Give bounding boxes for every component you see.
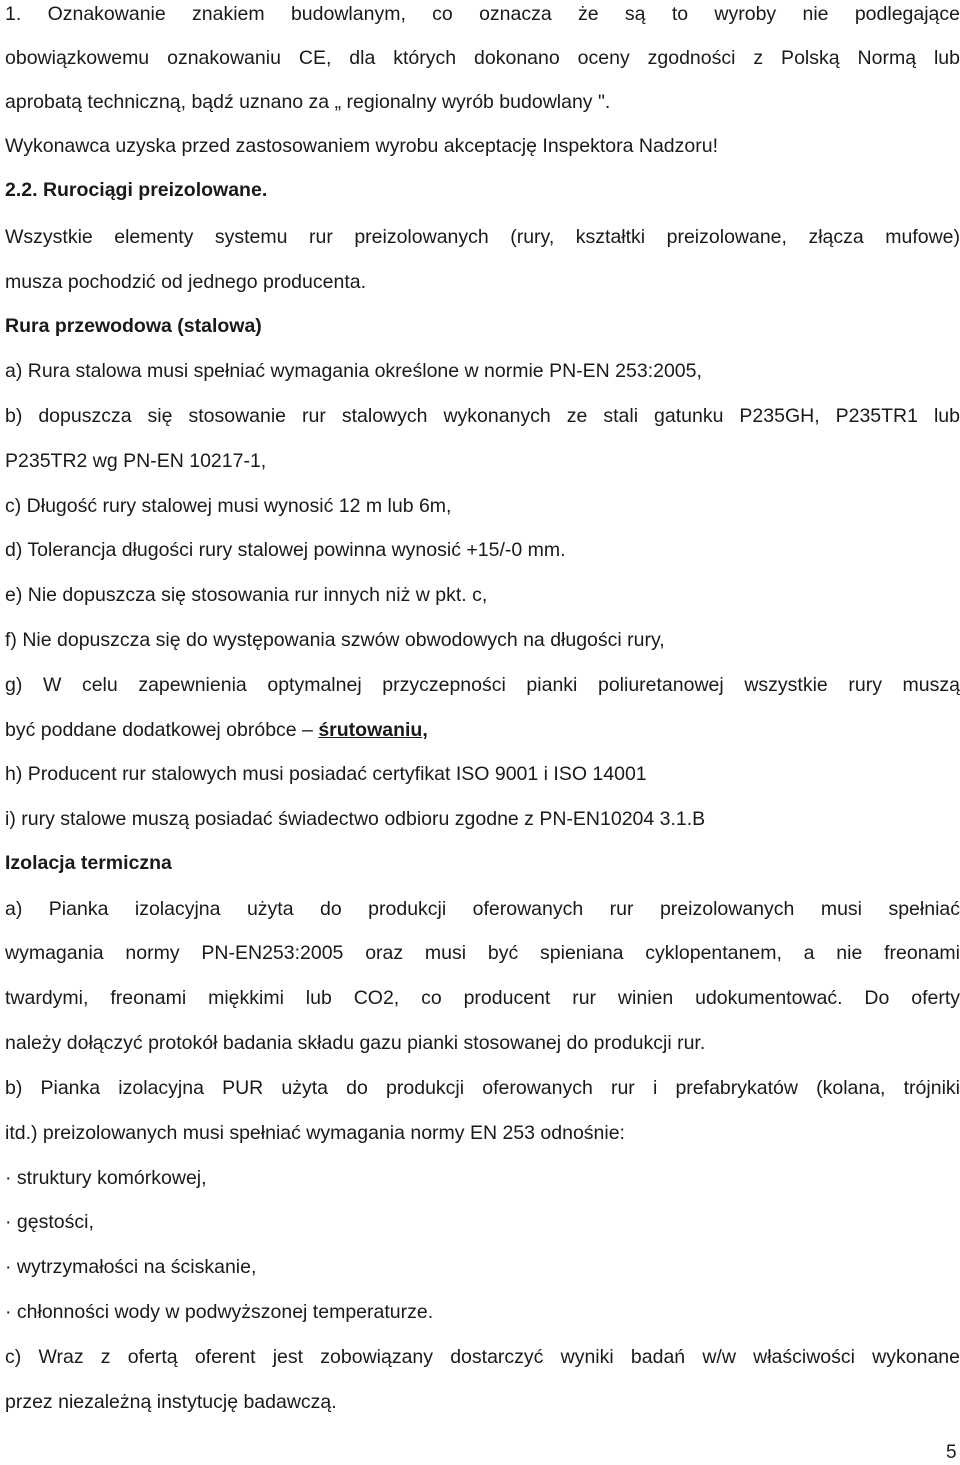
section-heading: 2.2. Rurociągi preizolowane. <box>5 179 268 201</box>
text-line: obowiązkowemu oznakowaniu CE, dla których dokonano oceny zgodności z Polską Normą lub <box>5 47 960 69</box>
text-line: Wykonawca uzyska przed zastosowaniem wyrobu akceptację Inspektora Nadzoru! <box>5 135 718 157</box>
bullet-item: · struktury komórkowej, <box>5 1167 207 1189</box>
text-segment: być poddane dodatkowej obróbce – <box>5 719 319 741</box>
text-line: twardymi, freonami miękkimi lub CO2, co producent rur winien udokumentować. Do oferty <box>5 987 960 1009</box>
page-number: 5 <box>946 1442 957 1463</box>
list-item: b) dopuszcza się stosowanie rur stalowych wykonanych ze stali gatunku P235GH, P235TR1 lub <box>5 405 960 427</box>
bullet-item: · wytrzymałości na ściskanie, <box>5 1256 257 1278</box>
text-line: przez niezależną instytucję badawczą. <box>5 1391 337 1413</box>
subsection-heading: Izolacja termiczna <box>5 852 172 874</box>
emphasis-text: śrutowaniu, <box>318 719 428 741</box>
list-item: a) Rura stalowa musi spełniać wymagania określone w normie PN-EN 253:2005, <box>5 360 702 382</box>
subsection-heading: Rura przewodowa (stalowa) <box>5 315 262 337</box>
list-item: g) W celu zapewnienia optymalnej przyczepności pianki poliuretanowej wszystkie rury muszą <box>5 674 960 696</box>
list-item: d) Tolerancja długości rury stalowej powinna wynosić +15/-0 mm. <box>5 539 566 561</box>
list-item: b) Pianka izolacyjna PUR użyta do produkcji oferowanych rur i prefabrykatów (kolana, trójniki <box>5 1077 960 1099</box>
list-item: c) Wraz z ofertą oferent jest zobowiązany dostarczyć wyniki badań w/w właściwości wykonane <box>5 1346 960 1368</box>
text-line: należy dołączyć protokół badania składu gazu pianki stosowanej do produkcji rur. <box>5 1032 706 1054</box>
list-item: f) Nie dopuszcza się do występowania szwów obwodowych na długości rury, <box>5 629 665 651</box>
list-item: e) Nie dopuszcza się stosowania rur innych niż w pkt. c, <box>5 584 488 606</box>
text-line <box>5 718 960 742</box>
list-item: a) Pianka izolacyjna użyta do produkcji oferowanych rur preizolowanych musi spełniać <box>5 898 960 920</box>
text-line: wymagania normy PN-EN253:2005 oraz musi być spieniana cyklopentanem, a nie freonami <box>5 942 960 964</box>
bullet-item: · chłonności wody w podwyższonej temperaturze. <box>5 1301 434 1323</box>
list-item: c) Długość rury stalowej musi wynosić 12 m lub 6m, <box>5 495 452 517</box>
text-line: Wszystkie elementy systemu rur preizolowanych (rury, kształtki preizolowane, złącza mufowe) <box>5 226 960 248</box>
text-line: P235TR2 wg PN-EN 10217-1, <box>5 450 267 472</box>
text-line: aprobatą techniczną, bądź uznano za „ regionalny wyrób budowlany ". <box>5 91 611 113</box>
text-line: musza pochodzić od jednego producenta. <box>5 271 366 293</box>
text-line: 1. Oznakowanie znakiem budowlanym, co oznacza że są to wyroby nie podlegające <box>5 3 960 25</box>
text-line: itd.) preizolowanych musi spełniać wymagania normy EN 253 odnośnie: <box>5 1122 625 1144</box>
bullet-item: · gęstości, <box>5 1211 94 1233</box>
list-item: i) rury stalowe muszą posiadać świadectwo odbioru zgodne z PN-EN10204 3.1.B <box>5 808 706 830</box>
list-item: h) Producent rur stalowych musi posiadać certyfikat ISO 9001 i ISO 14001 <box>5 763 647 785</box>
